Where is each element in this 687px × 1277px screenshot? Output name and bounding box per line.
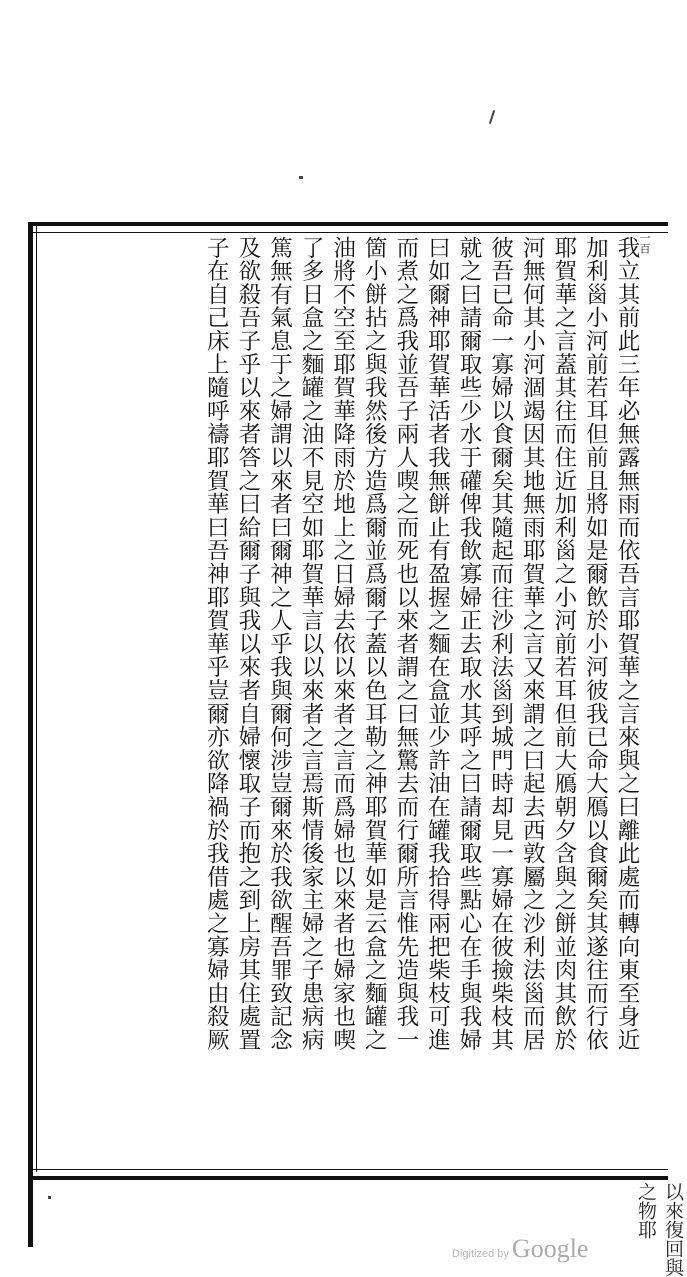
text-column: 子在自己床上隨呼禱耶賀華曰吾神耶賀華乎豈爾亦欲降禍於我借處之寡婦由殺厥 xyxy=(203,236,230,1052)
google-logo: Google xyxy=(511,1234,589,1263)
left-margin-rule xyxy=(28,222,33,1247)
text-column: 我立其前此三年必無露無雨而依吾言耶賀華之言來與之曰離此處而轉向東至身近 xyxy=(614,236,640,1052)
text-column: 就之曰請爾取些少水于礶俾我飲寡婦正去取水其呼之曰請爾取些點心在手與我婦 xyxy=(456,236,483,1052)
text-column: 而煮之爲我並吾子兩人喫之而死也以來者謂之曰無驚去而行爾所言惟先造與我一 xyxy=(392,236,419,1052)
text-column: 耶賀華之言蓋其往而住近加利𡿺之小河前若耳但前大鴈朝夕含與之餅並肉其飲於 xyxy=(550,236,577,1052)
text-column: 加利𡿺小河前若耳但前且將如是爾飲於小河彼我已命大鴈以食爾矣其遂往而行依 xyxy=(582,236,609,1052)
text-column: 油將不空至耶賀華降雨於地上之日婦去依以來者之言而爲婦也以來者也婦家也喫 xyxy=(329,236,356,1052)
text-column: 篤無有氣息于之婦謂以來者曰爾神之人乎我與爾何涉豈爾來於我欲醒吾罪致記念 xyxy=(266,236,293,1052)
vertical-text-body xyxy=(42,236,642,1150)
text-column: 了多日盒之麵罐之油不見空如耶賀華言以以來者之言焉斯情後家主婦之子患病病 xyxy=(298,236,325,1052)
running-footer: 以來復回與之物耶 xyxy=(635,1182,684,1277)
frame-inner-top-rule xyxy=(28,232,668,233)
stray-mark xyxy=(299,176,303,179)
text-column: 彼吾已命一寡婦以食爾矣其隨起而往沙利法𡿺到城門時却見一寡婦在彼撿柴枝其 xyxy=(487,236,514,1052)
text-column: 及欲殺吾子乎以來者答之曰給爾子與我以來者自婦懷取子而抱之到上房其住處置 xyxy=(234,236,261,1052)
digitized-watermark xyxy=(452,1234,588,1264)
text-column: 箇小餅拈之與我然後方造爲爾並爲爾子蓋以色耳勒之神耶賀華如是云盒之麵罐之 xyxy=(361,236,388,1052)
stray-mark xyxy=(48,1196,51,1199)
text-column: 河無何其小河涸竭因其地無雨耶賀華之言又來謂之曰起去西敦屬之沙利法𡿺而居 xyxy=(519,236,546,1052)
text-column: 曰如爾神耶賀華活者我無餅止有盈握之麵在盒並少許油在罐我拾得兩把柴枝可進 xyxy=(424,236,451,1052)
frame-inner-bottom-rule xyxy=(28,1169,668,1170)
stray-mark xyxy=(489,110,495,124)
margin-note: 一百 xyxy=(638,232,651,254)
left-margin-rule-thin xyxy=(36,222,37,1172)
watermark-small-text: Digitized by xyxy=(452,1248,509,1260)
